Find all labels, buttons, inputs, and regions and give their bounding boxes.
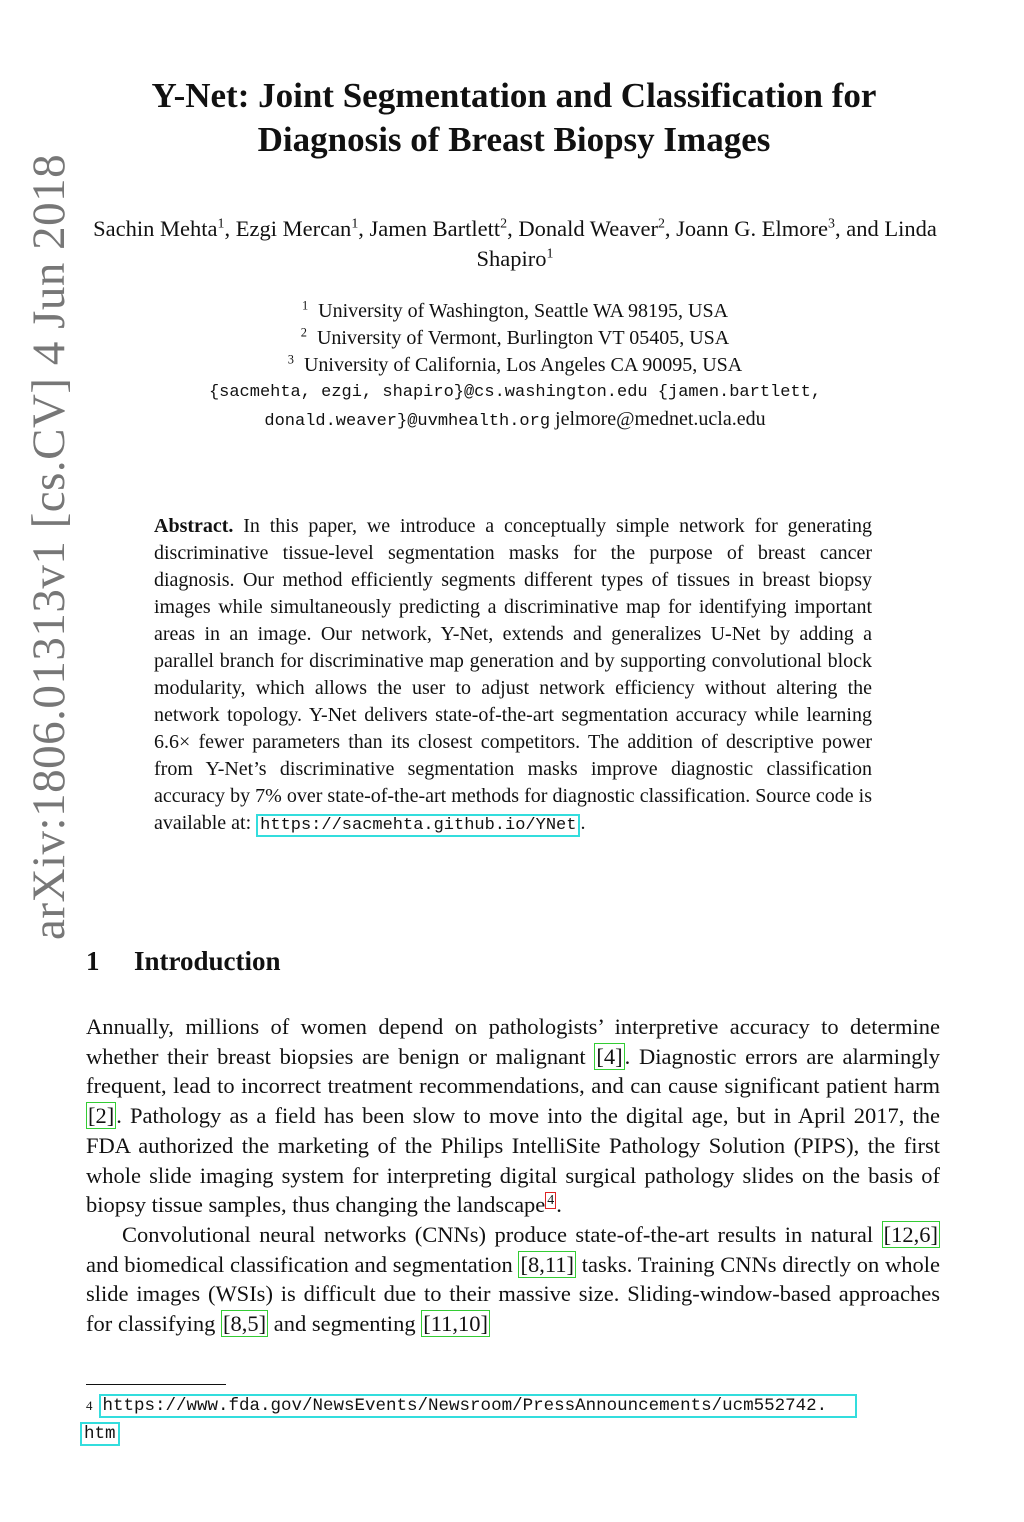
affiliation-text: University of Vermont, Burlington VT 05405, USA	[316, 327, 730, 349]
affiliation-line	[110, 325, 920, 352]
author-name: Donald Weaver	[518, 216, 658, 241]
abstract-text: In this paper, we introduce a conceptually simple network for generating discriminative tissue-level segmentation masks for the purpose of breast cancer diagnosis. Our method efficiently segments different types of tissues in breast biopsy images while simultaneously predicting a discriminative map for identifying important areas in an image. Our network, Y-Net, extends and generalizes U-Net by adding a parallel branch for discriminative map generation and by supporting convolutional block modularity, which allows the user to adjust network efficiency without altering the network topology. Y-Net delivers state-of-the-art segmentation accuracy while learning 6.6× fewer parameters than its closest competitors. The addition of descriptive power from Y-Net’s discriminative segmentation masks improve diagnostic classification accuracy by 7% over state-of-the-art methods for diagnostic classification. Source code is available at:	[154, 515, 872, 834]
affiliation-number: 3	[287, 352, 294, 367]
affiliation-text: University of California, Los Angeles CA 90095, USA	[303, 354, 743, 376]
abstract	[154, 513, 872, 839]
author-list: Sachin Mehta$^1$, Ezgi Mercan$^1$, Jamen Bartlett$^2$, Donald Weaver$^2$, Joann G. Elmore$^3$, and Linda Shapiro$^1$	[93, 216, 937, 271]
paragraph-text: Annually, millions of women depend on pathologists’ interpretive accuracy to determine whether their breast biopsies are benign or malignant	[86, 1014, 940, 1069]
citation-link[interactable]: [4]	[596, 1043, 623, 1069]
citation-link[interactable]: [2]	[88, 1103, 115, 1129]
footnote-divider	[86, 1384, 226, 1385]
affiliation-number: 2	[300, 325, 307, 340]
author-name: Jamen Bartlett	[369, 216, 501, 241]
footnote-link[interactable]: 4	[547, 1192, 555, 1208]
section-number: 1	[86, 946, 100, 976]
email-ucla: jelmore@mednet.ucla.edu	[555, 408, 766, 430]
citation-link[interactable]: [12,6]	[883, 1221, 938, 1247]
author-affiliation-mark: 2	[500, 216, 508, 232]
author-affiliation-mark: 2	[657, 216, 665, 232]
citation-link[interactable]: [8,5]	[222, 1311, 267, 1337]
affiliation-line	[110, 298, 920, 325]
footnote-url-link[interactable]: https://www.fda.gov/NewsEvents/Newsroom/PressAnnouncements/ucm552742.	[99, 1394, 858, 1418]
author-affiliation-mark: 1	[217, 216, 225, 232]
affiliation-number: 1	[301, 298, 309, 313]
email-line-1: {sacmehta, ezgi, shapiro}@cs.washington.edu {jamen.bartlett,	[208, 383, 822, 402]
footnote	[86, 1392, 946, 1448]
affiliation-line	[110, 352, 920, 379]
paragraph-text: Convolutional neural networks (CNNs) produce state-of-the-art results in natural	[122, 1221, 874, 1247]
author-affiliation-mark: 1	[351, 216, 359, 232]
title-line-2: Diagnosis of Breast Biopsy Images	[257, 120, 771, 159]
email-vermont: donald.weaver}@uvmhealth.org	[264, 412, 551, 431]
paragraph-text: tasks. Training CNNs directly on whole slide images (WSIs) is difficult due to their massive size. Sliding-window-based approaches for classifying	[86, 1251, 941, 1337]
footnote-url-link-continued[interactable]: htm	[80, 1422, 120, 1446]
arxiv-identifier-stamp: arXiv:1806.01313v1 [cs.CV] 4 Jun 2018	[23, 153, 75, 940]
introduction-body	[86, 1012, 940, 1339]
section-heading-introduction	[86, 946, 586, 977]
footnote-mark: 4	[86, 1398, 93, 1413]
section-title: Introduction	[134, 946, 281, 976]
abstract-end-punctuation: .	[580, 812, 586, 834]
paragraph	[86, 1220, 940, 1339]
title-line-1: Y-Net: Joint Segmentation and Classification for	[151, 76, 877, 115]
paragraph-text: . Diagnostic errors are alarmingly frequent, lead to incorrect treatment recommendations, and can cause significant patient harm	[86, 1043, 940, 1099]
affiliations	[110, 298, 920, 435]
paper-title	[84, 74, 944, 162]
email-line-2	[110, 406, 920, 435]
author-affiliation-mark: 1	[546, 246, 554, 262]
author-name: Linda Shapiro	[476, 216, 937, 271]
paragraph-text: and segmenting	[273, 1311, 416, 1337]
author-name: Sachin Mehta	[93, 216, 218, 241]
paragraph	[86, 1012, 940, 1220]
affiliation-text: University of Washington, Seattle WA 98195, USA	[318, 300, 729, 322]
paragraph-text: . Pathology as a field has been slow to move into the digital age, but in April 2017, the FDA authorized the marketing of the Philips IntelliSite Pathology Solution (PIPS), the first whole slide imaging system for interpreting digital surgical pathology slides on the basis of biopsy tissue samples, thus changing the landscape	[86, 1103, 940, 1218]
paragraph-text: and biomedical classification and segmentation	[86, 1251, 513, 1277]
author-name: Ezgi Mercan	[235, 216, 352, 241]
citation-link[interactable]: [8,11]	[520, 1251, 575, 1277]
abstract-label: Abstract.	[154, 515, 234, 537]
citation-link[interactable]: [11,10]	[423, 1311, 488, 1337]
author-name: Joann G. Elmore	[676, 216, 828, 241]
source-code-link[interactable]: https://sacmehta.github.io/YNet	[256, 814, 580, 837]
author-affiliation-mark: 3	[828, 216, 835, 232]
paragraph-text: .	[556, 1192, 562, 1218]
